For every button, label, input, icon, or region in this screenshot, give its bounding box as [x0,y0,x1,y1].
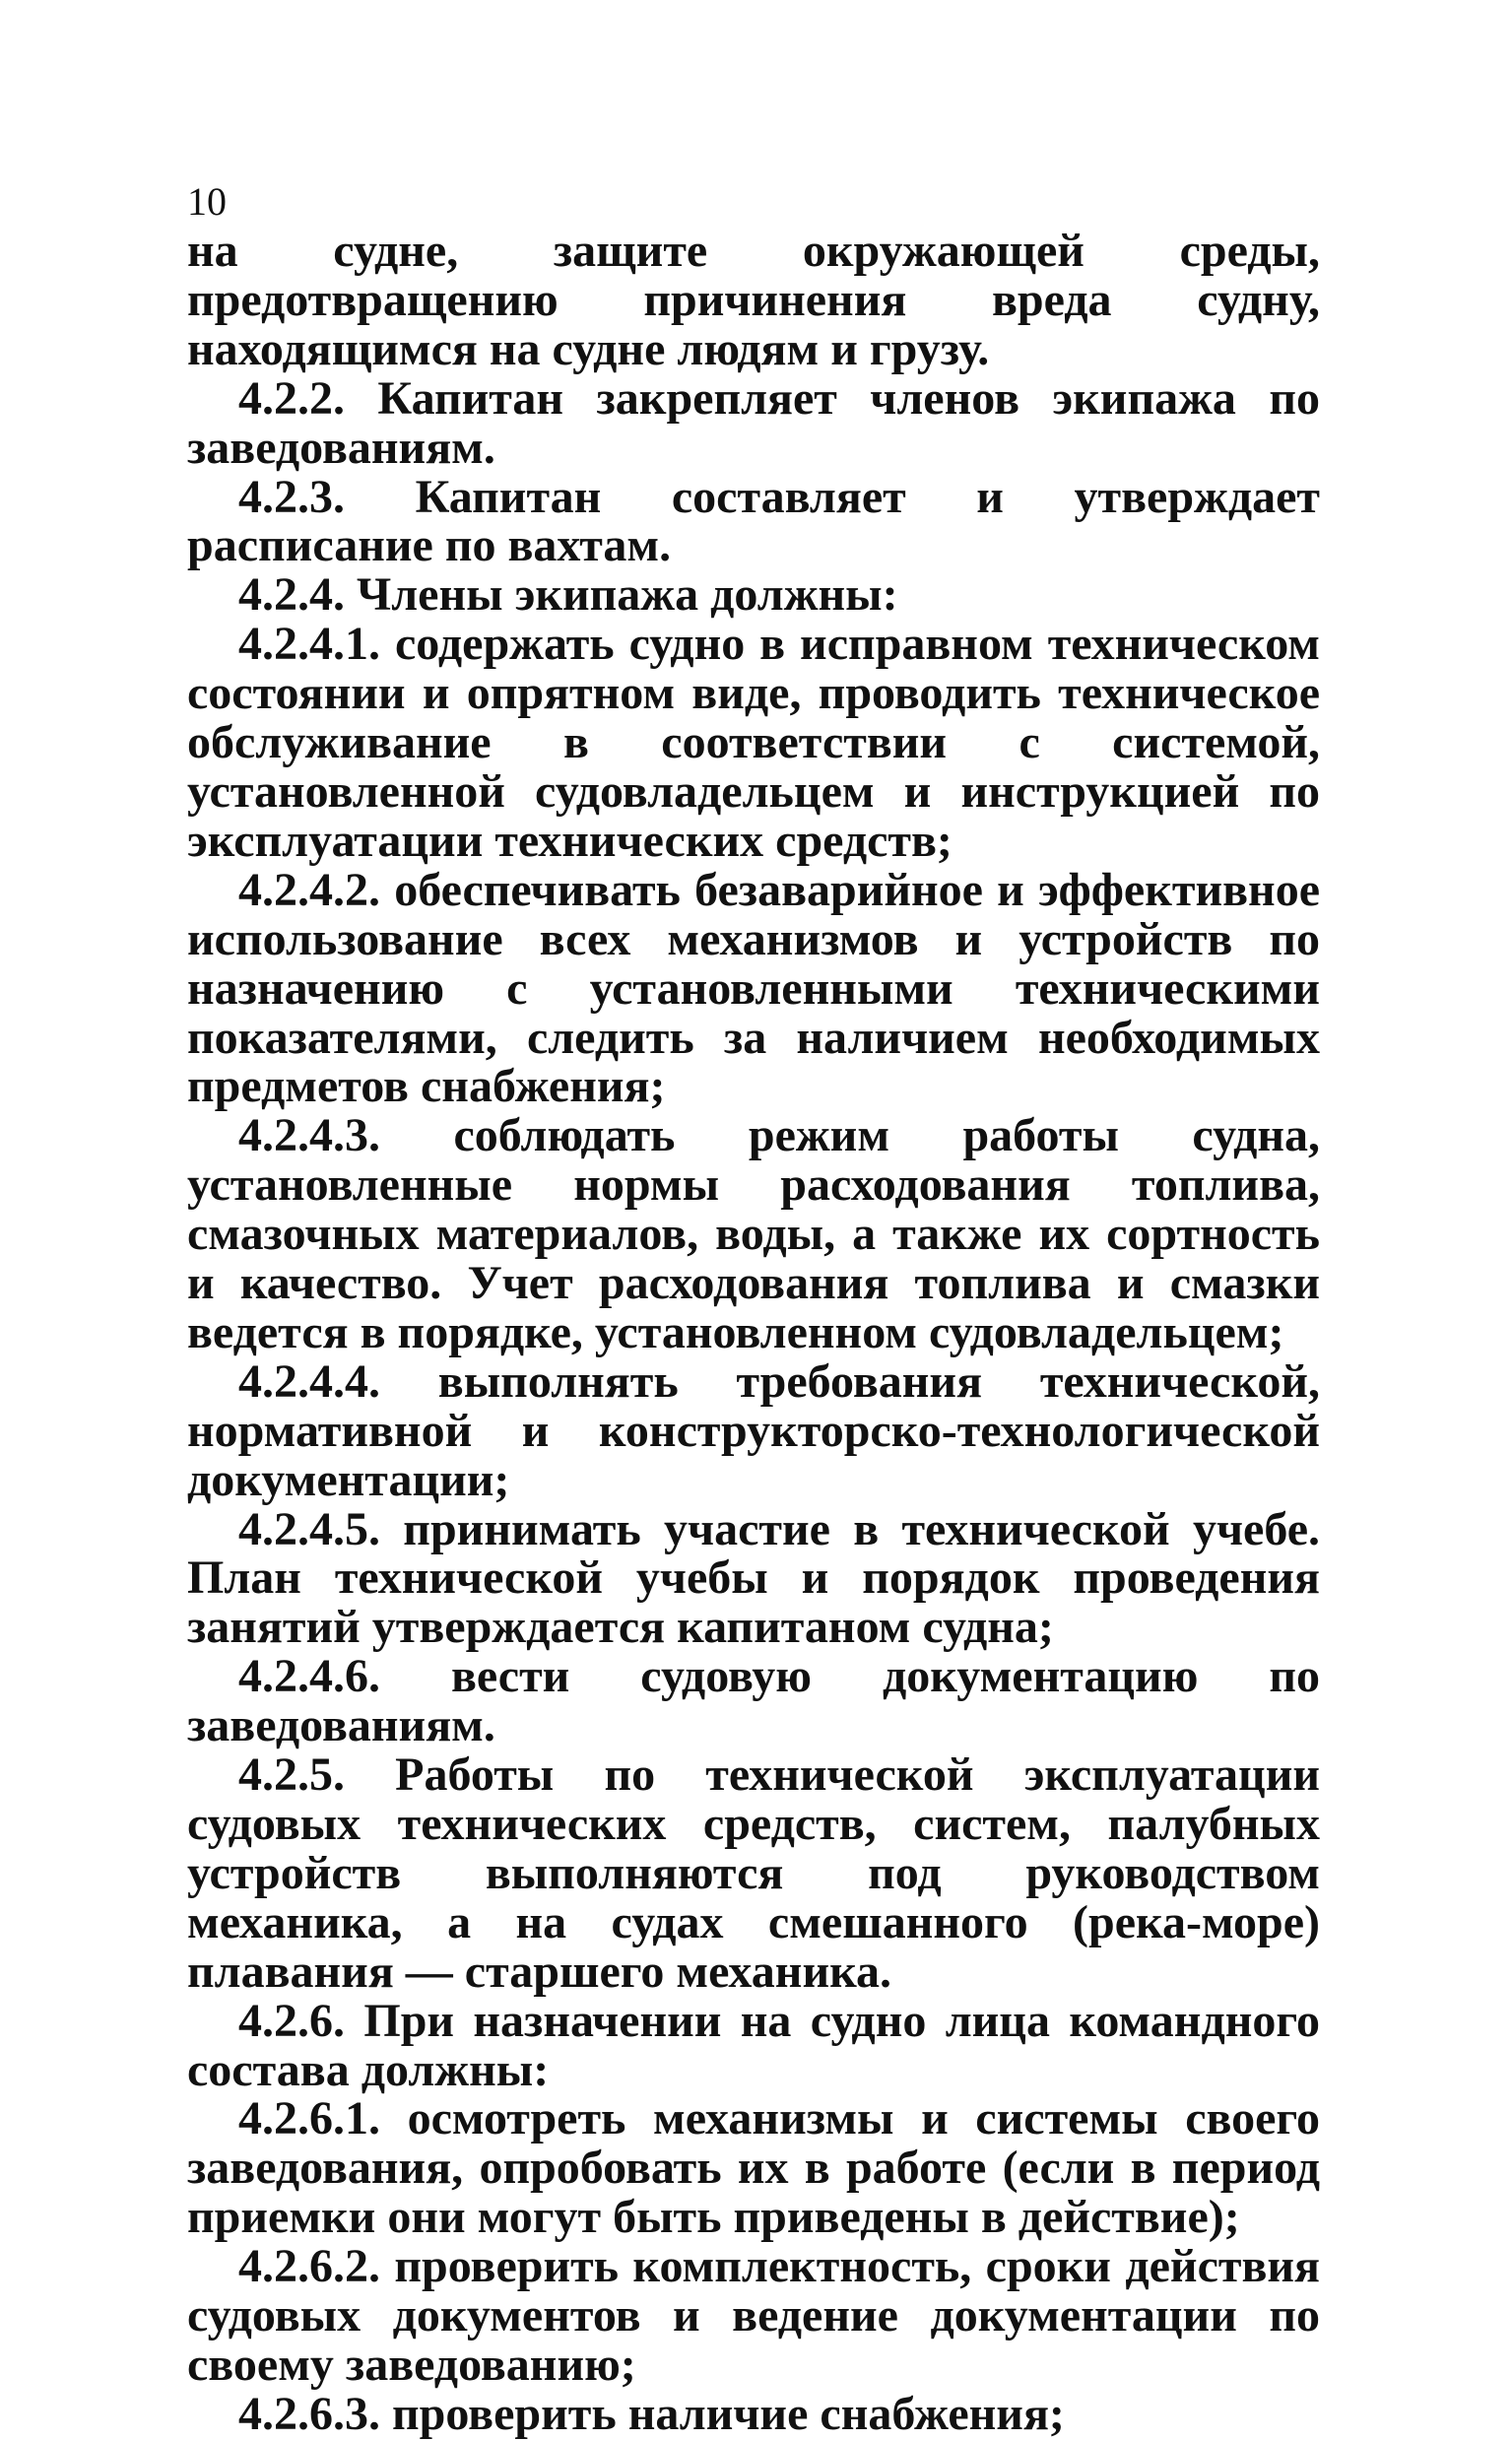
paragraph-4-2-4: 4.2.4. Члены экипажа должны: [238,568,898,622]
paragraph-4-2-4-3: 4.2.4.3. соблюдать режим работы судна, установленные нормы расходования топлива, смазочных материалов, воды, а также их сортность и качество. Учет расходования топлива и смазки ведется в порядке, установленном судовладельцем; [187,1109,1320,1358]
paragraph-4-2-6-2: 4.2.6.2. проверить комплектность, сроки действия судовых документов и ведение документации по своему заведованию; [187,2240,1320,2391]
paragraph-continuation: на судне, защите окружающей среды, предотвращению причинения вреда судну, находящимся на судне людям и грузу. [187,225,1320,375]
paragraph-4-2-4-6: 4.2.4.6. вести судовую документацию по заведованиям. [187,1650,1320,1752]
paragraph-4-2-2: 4.2.2. Капитан закрепляет членов экипажа по заведованиям. [187,371,1320,474]
paragraph-4-2-4-4: 4.2.4.4. выполнять требования технической, нормативной и конструкторско-технологической документации; [187,1354,1320,1506]
paragraph-4-2-3: 4.2.3. Капитан составляет и утверждает расписание по вахтам. [187,470,1320,572]
page-number: 10 [187,179,227,224]
paragraph-4-2-6-3: 4.2.6.3. проверить наличие снабжения; [238,2387,1065,2440]
paragraph-4-2-4-5: 4.2.4.5. принимать участие в технической учебе. План технической учебы и порядок проведения занятий утверждается капитаном судна; [187,1502,1320,1654]
document-page [187,177,1320,2439]
paragraph-4-2-4-2: 4.2.4.2. обеспечивать безаварийное и эффективное использование всех механизмов и устройств по назначению с установленными техническими показателями, следить за наличием необходимых предметов снабжения; [187,863,1320,1113]
paragraph-4-2-5: 4.2.5. Работы по технической эксплуатации судовых технических средств, систем, палубных устройств выполняются под руководством механика, а на судах смешанного (река-море) плавания — старшего механика. [187,1748,1320,1998]
paragraph-4-2-6: 4.2.6. При назначении на судно лица командного состава должны: [187,1994,1320,2096]
paragraph-4-2-4-1: 4.2.4.1. содержать судно в исправном техническом состоянии и опрятном виде, проводить техническое обслуживание в соответствии с системой, установленной судовладельцем и инструкцией по эксплуатации технических средств; [187,618,1320,867]
paragraph-4-2-6-1: 4.2.6.1. осмотреть механизмы и системы своего заведования, опробовать их в работе (если в период приемки они могут быть приведены в действие); [187,2092,1320,2244]
